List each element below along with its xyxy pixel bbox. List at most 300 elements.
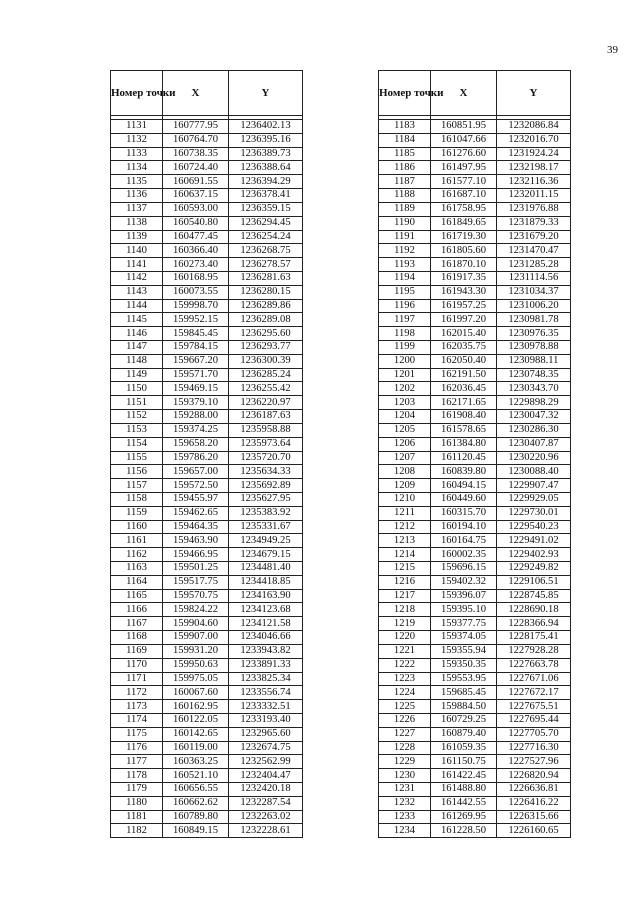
x-coordinate-cell: 161384.80 xyxy=(431,437,497,451)
x-coordinate-cell: 159907.00 xyxy=(163,631,229,645)
table-row xyxy=(111,202,303,216)
y-coordinate-cell: 1235958.88 xyxy=(229,423,303,437)
point-number-cell: 1225 xyxy=(379,700,431,714)
x-coordinate-cell: 159463.90 xyxy=(163,534,229,548)
y-coordinate-cell: 1233891.33 xyxy=(229,658,303,672)
point-number-cell: 1153 xyxy=(111,423,163,437)
table-row xyxy=(379,562,571,576)
x-coordinate-cell: 161442.55 xyxy=(431,796,497,810)
y-coordinate-cell: 1235720.70 xyxy=(229,451,303,465)
y-coordinate-cell: 1235383.92 xyxy=(229,506,303,520)
y-coordinate-cell: 1236359.15 xyxy=(229,202,303,216)
point-number-cell: 1203 xyxy=(379,396,431,410)
x-coordinate-cell: 159998.70 xyxy=(163,299,229,313)
y-coordinate-cell: 1227928.28 xyxy=(497,644,571,658)
point-number-cell: 1154 xyxy=(111,437,163,451)
point-number-cell: 1204 xyxy=(379,410,431,424)
y-coordinate-cell: 1230343.70 xyxy=(497,382,571,396)
point-number-cell: 1216 xyxy=(379,575,431,589)
point-number-cell: 1207 xyxy=(379,451,431,465)
point-number-cell: 1139 xyxy=(111,230,163,244)
x-coordinate-cell: 161805.60 xyxy=(431,244,497,258)
x-coordinate-cell: 159402.32 xyxy=(431,575,497,589)
y-coordinate-cell: 1228175.41 xyxy=(497,631,571,645)
point-number-cell: 1149 xyxy=(111,368,163,382)
x-coordinate-cell: 162191.50 xyxy=(431,368,497,382)
x-coordinate-cell: 161957.25 xyxy=(431,299,497,313)
table-row xyxy=(379,686,571,700)
x-coordinate-cell: 160366.40 xyxy=(163,244,229,258)
point-number-cell: 1145 xyxy=(111,313,163,327)
y-coordinate-cell: 1236187.63 xyxy=(229,410,303,424)
table-row xyxy=(111,382,303,396)
table-row xyxy=(379,382,571,396)
y-coordinate-cell: 1230988.11 xyxy=(497,354,571,368)
y-coordinate-cell: 1232965.60 xyxy=(229,727,303,741)
y-coordinate-cell: 1231879.33 xyxy=(497,216,571,230)
point-number-cell: 1224 xyxy=(379,686,431,700)
table-row xyxy=(379,271,571,285)
table-row xyxy=(111,147,303,161)
y-coordinate-cell: 1226416.22 xyxy=(497,796,571,810)
y-coordinate-cell: 1232198.17 xyxy=(497,161,571,175)
point-number-cell: 1171 xyxy=(111,672,163,686)
y-coordinate-cell: 1236402.13 xyxy=(229,120,303,134)
x-coordinate-cell: 161908.40 xyxy=(431,410,497,424)
point-number-cell: 1169 xyxy=(111,644,163,658)
x-coordinate-cell: 159374.05 xyxy=(431,631,497,645)
x-coordinate-cell: 159288.00 xyxy=(163,410,229,424)
y-coordinate-cell: 1236394.29 xyxy=(229,175,303,189)
point-number-cell: 1158 xyxy=(111,492,163,506)
point-number-cell: 1222 xyxy=(379,658,431,672)
header-y: Y xyxy=(229,71,303,116)
y-coordinate-cell: 1234481.40 xyxy=(229,562,303,576)
point-number-cell: 1175 xyxy=(111,727,163,741)
table-row xyxy=(379,299,571,313)
y-coordinate-cell: 1229907.47 xyxy=(497,479,571,493)
y-coordinate-cell: 1236289.08 xyxy=(229,313,303,327)
x-coordinate-cell: 160777.95 xyxy=(163,120,229,134)
x-coordinate-cell: 159904.60 xyxy=(163,617,229,631)
table-row xyxy=(111,796,303,810)
table-row xyxy=(379,796,571,810)
x-coordinate-cell: 162035.75 xyxy=(431,341,497,355)
x-coordinate-cell: 160637.15 xyxy=(163,189,229,203)
table-row xyxy=(111,396,303,410)
table-row xyxy=(111,230,303,244)
table-row xyxy=(379,175,571,189)
y-coordinate-cell: 1230976.35 xyxy=(497,327,571,341)
x-coordinate-cell: 160764.70 xyxy=(163,133,229,147)
x-coordinate-cell: 160073.55 xyxy=(163,285,229,299)
point-number-cell: 1174 xyxy=(111,713,163,727)
y-coordinate-cell: 1227671.06 xyxy=(497,672,571,686)
point-number-cell: 1232 xyxy=(379,796,431,810)
table-row xyxy=(379,285,571,299)
y-coordinate-cell: 1229929.05 xyxy=(497,492,571,506)
table-row xyxy=(379,575,571,589)
y-coordinate-cell: 1234046.66 xyxy=(229,631,303,645)
y-coordinate-cell: 1236285.24 xyxy=(229,368,303,382)
y-coordinate-cell: 1230220.96 xyxy=(497,451,571,465)
x-coordinate-cell: 161276.60 xyxy=(431,147,497,161)
point-number-cell: 1179 xyxy=(111,783,163,797)
y-coordinate-cell: 1226160.65 xyxy=(497,824,571,838)
table-row xyxy=(111,313,303,327)
x-coordinate-cell: 162015.40 xyxy=(431,327,497,341)
x-coordinate-cell: 160067.60 xyxy=(163,686,229,700)
point-number-cell: 1173 xyxy=(111,700,163,714)
table-row xyxy=(379,133,571,147)
point-number-cell: 1176 xyxy=(111,741,163,755)
table-row xyxy=(111,189,303,203)
table-row xyxy=(379,410,571,424)
point-number-cell: 1148 xyxy=(111,354,163,368)
point-number-cell: 1197 xyxy=(379,313,431,327)
point-number-cell: 1193 xyxy=(379,258,431,272)
y-coordinate-cell: 1228366.94 xyxy=(497,617,571,631)
y-coordinate-cell: 1232011.15 xyxy=(497,189,571,203)
table-row xyxy=(379,147,571,161)
point-number-cell: 1165 xyxy=(111,589,163,603)
y-coordinate-cell: 1232404.47 xyxy=(229,769,303,783)
x-coordinate-cell: 161577.10 xyxy=(431,175,497,189)
table-row xyxy=(379,769,571,783)
point-number-cell: 1233 xyxy=(379,810,431,824)
y-coordinate-cell: 1233825.34 xyxy=(229,672,303,686)
y-coordinate-cell: 1230978.88 xyxy=(497,341,571,355)
x-coordinate-cell: 160656.55 xyxy=(163,783,229,797)
x-coordinate-cell: 160839.80 xyxy=(431,465,497,479)
point-number-cell: 1138 xyxy=(111,216,163,230)
y-coordinate-cell: 1231976.88 xyxy=(497,202,571,216)
x-coordinate-cell: 161849.65 xyxy=(431,216,497,230)
table-row xyxy=(111,769,303,783)
x-coordinate-cell: 161687.10 xyxy=(431,189,497,203)
x-coordinate-cell: 159784.15 xyxy=(163,341,229,355)
table-row xyxy=(111,824,303,838)
y-coordinate-cell: 1232562.99 xyxy=(229,755,303,769)
point-number-cell: 1142 xyxy=(111,271,163,285)
y-coordinate-cell: 1230407.87 xyxy=(497,437,571,451)
point-number-cell: 1144 xyxy=(111,299,163,313)
point-number-cell: 1218 xyxy=(379,603,431,617)
table-row xyxy=(111,506,303,520)
point-number-cell: 1210 xyxy=(379,492,431,506)
table-row xyxy=(111,741,303,755)
y-coordinate-cell: 1229402.93 xyxy=(497,548,571,562)
point-number-cell: 1136 xyxy=(111,189,163,203)
point-number-cell: 1189 xyxy=(379,202,431,216)
table-row xyxy=(379,589,571,603)
table-row xyxy=(379,354,571,368)
x-coordinate-cell: 159570.75 xyxy=(163,589,229,603)
table-row xyxy=(379,506,571,520)
y-coordinate-cell: 1227695.44 xyxy=(497,713,571,727)
point-number-cell: 1135 xyxy=(111,175,163,189)
y-coordinate-cell: 1230047.32 xyxy=(497,410,571,424)
point-number-cell: 1155 xyxy=(111,451,163,465)
point-number-cell: 1161 xyxy=(111,534,163,548)
y-coordinate-cell: 1231034.37 xyxy=(497,285,571,299)
point-number-cell: 1172 xyxy=(111,686,163,700)
x-coordinate-cell: 161870.10 xyxy=(431,258,497,272)
point-number-cell: 1143 xyxy=(111,285,163,299)
point-number-cell: 1180 xyxy=(111,796,163,810)
x-coordinate-cell: 159696.15 xyxy=(431,562,497,576)
table-row xyxy=(111,783,303,797)
y-coordinate-cell: 1231924.24 xyxy=(497,147,571,161)
table-row xyxy=(379,492,571,506)
y-coordinate-cell: 1234679.15 xyxy=(229,548,303,562)
table-row xyxy=(379,520,571,534)
point-number-cell: 1160 xyxy=(111,520,163,534)
x-coordinate-cell: 159462.65 xyxy=(163,506,229,520)
x-coordinate-cell: 160729.25 xyxy=(431,713,497,727)
x-coordinate-cell: 160119.00 xyxy=(163,741,229,755)
point-number-cell: 1184 xyxy=(379,133,431,147)
table-row xyxy=(111,161,303,175)
table-row xyxy=(379,216,571,230)
x-coordinate-cell: 159553.95 xyxy=(431,672,497,686)
table-row xyxy=(111,451,303,465)
table-row xyxy=(111,244,303,258)
y-coordinate-cell: 1229540.23 xyxy=(497,520,571,534)
x-coordinate-cell: 159379.10 xyxy=(163,396,229,410)
y-coordinate-cell: 1227527.96 xyxy=(497,755,571,769)
x-coordinate-cell: 160540.80 xyxy=(163,216,229,230)
point-number-cell: 1201 xyxy=(379,368,431,382)
x-coordinate-cell: 161488.80 xyxy=(431,783,497,797)
table-row xyxy=(111,713,303,727)
point-number-cell: 1213 xyxy=(379,534,431,548)
x-coordinate-cell: 159455.97 xyxy=(163,492,229,506)
point-number-cell: 1195 xyxy=(379,285,431,299)
header-y: Y xyxy=(497,71,571,116)
x-coordinate-cell: 160593.00 xyxy=(163,202,229,216)
point-number-cell: 1157 xyxy=(111,479,163,493)
y-coordinate-cell: 1226820.94 xyxy=(497,769,571,783)
x-coordinate-cell: 159395.10 xyxy=(431,603,497,617)
table-row xyxy=(111,575,303,589)
table-row xyxy=(379,423,571,437)
table-row xyxy=(111,175,303,189)
table-row xyxy=(111,368,303,382)
x-coordinate-cell: 160273.40 xyxy=(163,258,229,272)
y-coordinate-cell: 1229730.01 xyxy=(497,506,571,520)
point-number-cell: 1134 xyxy=(111,161,163,175)
x-coordinate-cell: 159464.35 xyxy=(163,520,229,534)
y-coordinate-cell: 1226315.66 xyxy=(497,810,571,824)
x-coordinate-cell: 160851.95 xyxy=(431,120,497,134)
y-coordinate-cell: 1236278.57 xyxy=(229,258,303,272)
point-number-cell: 1164 xyxy=(111,575,163,589)
point-number-cell: 1162 xyxy=(111,548,163,562)
y-coordinate-cell: 1230286.30 xyxy=(497,423,571,437)
table-row xyxy=(111,133,303,147)
y-coordinate-cell: 1235331.67 xyxy=(229,520,303,534)
y-coordinate-cell: 1236220.97 xyxy=(229,396,303,410)
x-coordinate-cell: 161758.95 xyxy=(431,202,497,216)
table-row xyxy=(111,603,303,617)
table-row xyxy=(111,644,303,658)
x-coordinate-cell: 161719.30 xyxy=(431,230,497,244)
point-number-cell: 1159 xyxy=(111,506,163,520)
point-number-cell: 1190 xyxy=(379,216,431,230)
table-row xyxy=(379,741,571,755)
table-row xyxy=(111,631,303,645)
table-row xyxy=(379,189,571,203)
x-coordinate-cell: 161269.95 xyxy=(431,810,497,824)
y-coordinate-cell: 1228690.18 xyxy=(497,603,571,617)
table-row xyxy=(111,479,303,493)
table-row xyxy=(379,479,571,493)
point-number-cell: 1141 xyxy=(111,258,163,272)
x-coordinate-cell: 161917.35 xyxy=(431,271,497,285)
x-coordinate-cell: 160194.10 xyxy=(431,520,497,534)
y-coordinate-cell: 1226636.81 xyxy=(497,783,571,797)
coordinates-table-right xyxy=(378,70,571,838)
y-coordinate-cell: 1232016.70 xyxy=(497,133,571,147)
point-number-cell: 1151 xyxy=(111,396,163,410)
point-number-cell: 1167 xyxy=(111,617,163,631)
point-number-cell: 1188 xyxy=(379,189,431,203)
y-coordinate-cell: 1236268.75 xyxy=(229,244,303,258)
table-row xyxy=(379,672,571,686)
y-coordinate-cell: 1227705.70 xyxy=(497,727,571,741)
x-coordinate-cell: 159355.94 xyxy=(431,644,497,658)
header-x: X xyxy=(431,71,497,116)
point-number-cell: 1211 xyxy=(379,506,431,520)
table-row xyxy=(379,755,571,769)
point-number-cell: 1217 xyxy=(379,589,431,603)
point-number-cell: 1156 xyxy=(111,465,163,479)
table-row xyxy=(111,271,303,285)
point-number-cell: 1208 xyxy=(379,465,431,479)
point-number-cell: 1220 xyxy=(379,631,431,645)
y-coordinate-cell: 1227672.17 xyxy=(497,686,571,700)
x-coordinate-cell: 159377.75 xyxy=(431,617,497,631)
y-coordinate-cell: 1236280.15 xyxy=(229,285,303,299)
x-coordinate-cell: 159466.95 xyxy=(163,548,229,562)
point-number-cell: 1227 xyxy=(379,727,431,741)
y-coordinate-cell: 1227716.30 xyxy=(497,741,571,755)
x-coordinate-cell: 159952.15 xyxy=(163,313,229,327)
table-row xyxy=(111,327,303,341)
point-number-cell: 1196 xyxy=(379,299,431,313)
y-coordinate-cell: 1236388.64 xyxy=(229,161,303,175)
y-coordinate-cell: 1235692.89 xyxy=(229,479,303,493)
y-coordinate-cell: 1229491.02 xyxy=(497,534,571,548)
table-row xyxy=(111,299,303,313)
table-row xyxy=(111,410,303,424)
table-row xyxy=(111,216,303,230)
table-row xyxy=(111,755,303,769)
point-number-cell: 1177 xyxy=(111,755,163,769)
y-coordinate-cell: 1236293.77 xyxy=(229,341,303,355)
table-row xyxy=(379,548,571,562)
table-row xyxy=(379,810,571,824)
table-row xyxy=(111,520,303,534)
table-row xyxy=(111,589,303,603)
point-number-cell: 1152 xyxy=(111,410,163,424)
y-coordinate-cell: 1234123.68 xyxy=(229,603,303,617)
point-number-cell: 1187 xyxy=(379,175,431,189)
x-coordinate-cell: 161422.45 xyxy=(431,769,497,783)
x-coordinate-cell: 160449.60 xyxy=(431,492,497,506)
point-number-cell: 1178 xyxy=(111,769,163,783)
point-number-cell: 1199 xyxy=(379,341,431,355)
x-coordinate-cell: 161047.66 xyxy=(431,133,497,147)
x-coordinate-cell: 160494.15 xyxy=(431,479,497,493)
point-number-cell: 1168 xyxy=(111,631,163,645)
point-number-cell: 1230 xyxy=(379,769,431,783)
point-number-cell: 1170 xyxy=(111,658,163,672)
x-coordinate-cell: 160164.75 xyxy=(431,534,497,548)
table-row xyxy=(111,810,303,824)
y-coordinate-cell: 1231285.28 xyxy=(497,258,571,272)
table-row xyxy=(379,644,571,658)
y-coordinate-cell: 1235973.64 xyxy=(229,437,303,451)
x-coordinate-cell: 161497.95 xyxy=(431,161,497,175)
table-row xyxy=(379,700,571,714)
table-row xyxy=(379,465,571,479)
point-number-cell: 1191 xyxy=(379,230,431,244)
x-coordinate-cell: 161150.75 xyxy=(431,755,497,769)
point-number-cell: 1147 xyxy=(111,341,163,355)
table-row xyxy=(111,437,303,451)
y-coordinate-cell: 1232228.61 xyxy=(229,824,303,838)
table-row xyxy=(111,258,303,272)
point-number-cell: 1212 xyxy=(379,520,431,534)
point-number-cell: 1132 xyxy=(111,133,163,147)
x-coordinate-cell: 159501.25 xyxy=(163,562,229,576)
point-number-cell: 1223 xyxy=(379,672,431,686)
table-row xyxy=(111,562,303,576)
table-row xyxy=(111,658,303,672)
y-coordinate-cell: 1230088.40 xyxy=(497,465,571,479)
point-number-cell: 1150 xyxy=(111,382,163,396)
table-row xyxy=(379,534,571,548)
table-row xyxy=(111,686,303,700)
table-row xyxy=(379,244,571,258)
point-number-cell: 1219 xyxy=(379,617,431,631)
x-coordinate-cell: 162036.45 xyxy=(431,382,497,396)
table-row xyxy=(379,396,571,410)
x-coordinate-cell: 161943.30 xyxy=(431,285,497,299)
y-coordinate-cell: 1236395.16 xyxy=(229,133,303,147)
y-coordinate-cell: 1232263.02 xyxy=(229,810,303,824)
x-coordinate-cell: 161120.45 xyxy=(431,451,497,465)
table-row xyxy=(111,534,303,548)
table-row xyxy=(111,120,303,134)
point-number-cell: 1200 xyxy=(379,354,431,368)
y-coordinate-cell: 1232287.54 xyxy=(229,796,303,810)
table-row xyxy=(379,258,571,272)
table-row xyxy=(111,465,303,479)
table-row xyxy=(111,617,303,631)
x-coordinate-cell: 159469.15 xyxy=(163,382,229,396)
x-coordinate-cell: 160879.40 xyxy=(431,727,497,741)
y-coordinate-cell: 1230981.78 xyxy=(497,313,571,327)
table-row xyxy=(379,341,571,355)
y-coordinate-cell: 1229249.82 xyxy=(497,562,571,576)
table-row xyxy=(111,341,303,355)
point-number-cell: 1221 xyxy=(379,644,431,658)
x-coordinate-cell: 160662.62 xyxy=(163,796,229,810)
y-coordinate-cell: 1236289.86 xyxy=(229,299,303,313)
